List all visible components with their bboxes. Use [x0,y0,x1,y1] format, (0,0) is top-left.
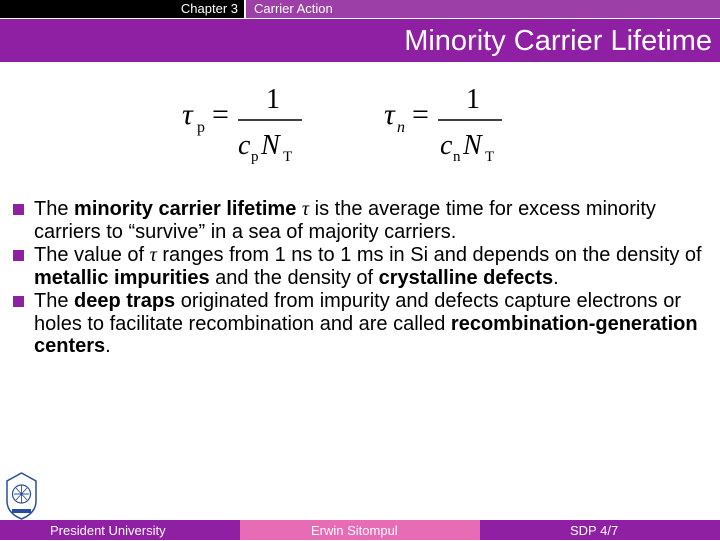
den-c-p: c [238,130,251,161]
equals-sign-p: = [212,98,229,131]
den-N-sub-n: T [485,149,495,165]
text-segment: originated from impurity and defects capture electrons or holes to facilitate recombination and are called [34,290,681,335]
footer-center [240,520,480,540]
footer-university: President University [50,523,166,538]
den-c-sub-p: p [251,149,259,165]
den-N-p: N [261,130,280,161]
bullet-square-icon [13,204,24,215]
tau-p-symbol: τ [182,98,193,131]
tau-p-sub: p [197,119,205,136]
text-segment: ranges from 1 ns to 1 ms in Si and depends on the density of [156,244,702,266]
den-N-sub-p: T [283,149,293,165]
footer-bar [0,520,720,540]
bold-term: metallic impurities [34,266,210,289]
den-N-n: N [463,130,482,161]
den-c-sub-n: n [453,149,461,165]
numerator-n: 1 [466,84,480,115]
lifetime-equations [0,80,720,180]
footer-author: Erwin Sitompul [311,523,398,538]
bold-term: minority carrier lifetime [74,198,297,220]
text-segment: . [105,335,111,357]
footer-page: SDP 4/7 [570,523,619,538]
bullet-item [12,290,712,358]
chapter-label: Chapter 3 [0,0,244,18]
text-segment: and the density of [209,266,379,289]
tau-symbol: τ [149,244,157,266]
bold-term: recombination-generation centers [34,312,698,357]
university-logo [3,471,40,521]
formula-tau-p [182,84,302,165]
bullet-square-icon [13,250,24,261]
chapter-name: Carrier Action [246,0,720,18]
den-c-n: c [440,130,453,161]
text-segment: . [553,266,559,289]
header-strip [0,0,720,18]
title-bar [0,19,720,62]
equals-sign-n: = [412,98,429,131]
bullet-list [12,198,712,359]
text-segment: The value of [34,244,150,266]
bullet-item [12,198,712,243]
formula-area [0,80,720,180]
bullet-item [12,244,712,289]
tau-n-symbol: τ [384,98,395,131]
text-segment: The [34,290,75,312]
formula-tau-n [384,84,502,165]
tau-symbol: τ [301,198,310,220]
text-segment: is the average time for excess minority carriers to “survive” in a sea of majority carriers. [34,198,656,243]
numerator-p: 1 [266,84,280,115]
tau-n-sub: n [397,119,405,136]
bold-term: crystalline defects [378,266,554,289]
footer-right [480,520,720,540]
text-segment: The [34,198,75,220]
bold-term: deep traps [74,290,176,312]
bullet-square-icon [13,296,24,307]
footer-left [0,520,240,540]
slide-title: Minority Carrier Lifetime [404,25,712,57]
